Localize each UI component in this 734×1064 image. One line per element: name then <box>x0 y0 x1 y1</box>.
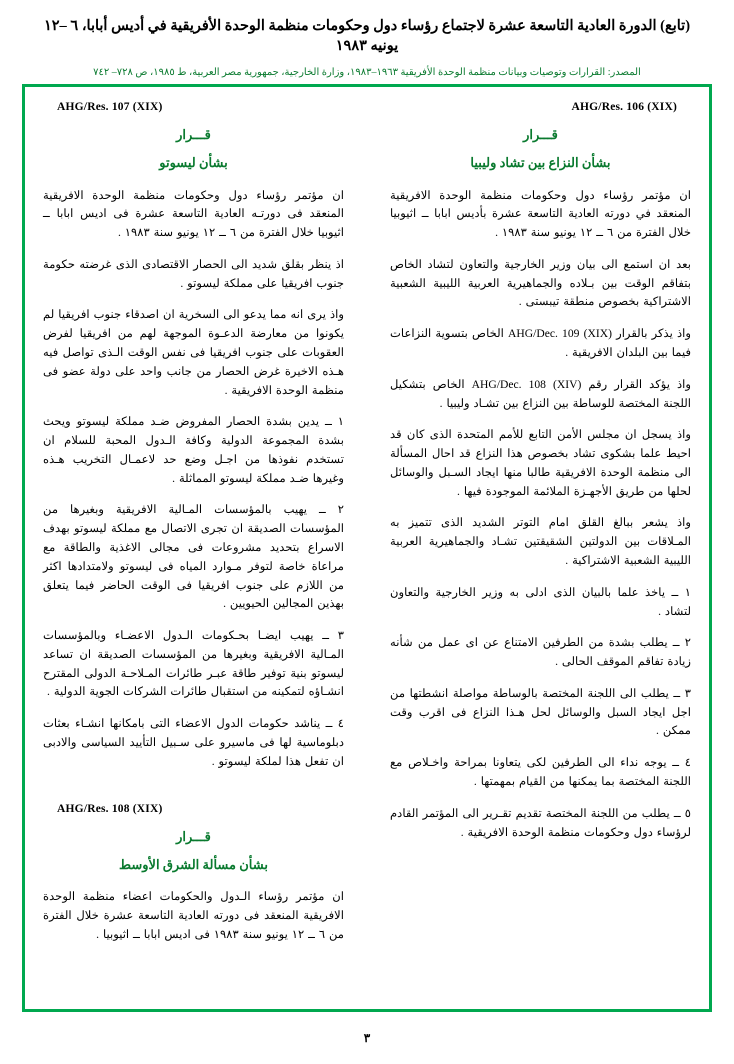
paragraph: ان مؤتمر رؤساء دول وحكومات منظمة الوحدة الافريقية المنعقد فى دورتـه العادية التاسعة عشرة فى اديس ابابا ــ اثيوبيا خلال الفترة من ٦ ــ ١٢ يونيو سنة ١٩٨٣ . <box>43 188 344 240</box>
paragraph: ٥ ــ يطلب من اللجنة المختصة تقديم تقـرير الى المؤتمر القادم لرؤساء دول وحكومات منظمة الوحدة الافريقية . <box>390 806 691 839</box>
paragraph: ان مؤتمر رؤساء الـدول والحكومات اعضاء منظمة الوحدة الافريقية المنعقد فى دورته العادية التاسعة عشرة خلال الفترة من ٦ ــ ١٢ يونيو سنة ١٩٨٣ فى اديس ابابا ــ اثيوبيا . <box>43 890 344 941</box>
column-right <box>382 101 691 999</box>
green-border-frame <box>22 84 712 1012</box>
paragraph: واذ يرى انه مما يدعو الى السخرية ان اصدقاء جنوب افريقيا لم يكونوا من معارضة الدعـوة الموجهة لهم من افريقيا لفرض العقوبات على جنوب افريقيا فى نفس الوقت الـذى تواصل فيه هـذه الاخيرة غرض الحصار من جانب واحد على دولة عضو فى منظمة الوحدة الافريقية . <box>43 308 344 397</box>
paragraph: ١ ــ يدين بشدة الحصار المفروض ضـد مملكة ليسوتو ويحث بشدة المجموعة الدولية وكافة الـدول المحبة للسلام ان تستخدم نفوذها من اجـل وضع حد لاعمـال التخريب هـذه وغيرها ضـد مملكة ليسوتو المماثلة . <box>43 415 344 485</box>
source-note: المصدر: القرارات وتوصيات وبيانات منظمة الوحدة الأفريقية ١٩٦٣–١٩٨٣، وزارة الخارجية، جمهورية مصر العربية، ط ١٩٨٥، ص ٧٢٨– ٧٤٢ <box>93 66 641 78</box>
resolution-block-108 <box>43 803 344 945</box>
paragraph: واذ يسجل ان مجلس الأمن التابع للأمم المتحدة الذى كان قد احيط علما بشكوى تشاد بخصوص هذا النزاع قد احال المسألة الى منظمة الوحدة الافريقية طالبا منها ايجاد السـبل والوسائل لحلها من طريق الأجهـزة الملائمة الموجودة فيها . <box>390 428 691 498</box>
resolution-subject: بشأن مسألة الشرق الأوسط <box>119 856 268 872</box>
resolution-block-106 <box>390 101 691 842</box>
paragraph: ٢ ــ يطلب بشدة من الطرفين الامتناع عن اى عمل من شأنه زيادة تفاقم الموقف الحالى . <box>390 636 691 669</box>
paragraph: اذ ينظر بقلق شديد الى الحصار الاقتصادى الذى غرضته حكومة جنوب افريقيا على مملكة ليسوتو . <box>43 257 344 290</box>
paragraph: ٤ ــ يوجه نداء الى الطرفين لكى يتعاونا بمراحة واخـلاص مع اللجنة المختصة بما يمكنها من القيام بمهمتها . <box>390 756 691 789</box>
page-title: (تابع) الدورة العادية التاسعة عشرة لاجتماع رؤساء دول وحكومات منظمة الوحدة الأفريقية في أديس أبابا، ٦ –١٢ يونيه ١٩٨٣ <box>43 18 691 55</box>
karar-label: قـــرار <box>176 127 211 142</box>
paragraph: واذ يشعر ببالغ القلق امام التوتر الشديد الذى تتميز به المـلاقات بين الدولتين الشقيقتين تشـاد والجماهيرية العربية الليبية الشعبية الاشتراكية . <box>390 516 691 567</box>
block-spacer <box>43 785 344 803</box>
paragraph: ٤ ــ يناشد حكومات الدول الاعضاء التى بامكانها انشـاء بعثات دبلوماسية لها فى ماسيرو على سـبيل التأييد السياسى والادبى ان تفعل هذا لملكة ليسوتو . <box>43 717 344 768</box>
paragraph: ان مؤتمر رؤساء دول وحكومات منظمة الوحدة الافريقية المنعقد في دورته العادية التاسعة عشرة بأديس ابابا ــ اثيوبيا خلال الفترة من ٦ ــ ١٢ يونيو سنة ١٩٨٣ . <box>390 188 691 240</box>
resolution-subject: بشأن النزاع بين تشاد وليبيا <box>470 155 611 170</box>
karar-label: قـــرار <box>176 828 211 844</box>
resolution-id: AHG/Res. 108 (XIX) <box>57 802 163 815</box>
resolution-id: AHG/Res. 106 (XIX) <box>571 101 677 113</box>
page-number: ٣ <box>363 1031 371 1045</box>
paragraph: ٣ ــ يهيب ايضـا بحـكومات الـدول الاعضـاء وبالمؤسسات المـالية الافريقية وبغيرها من المؤسسات الصديقة ان تساعد ليسوتو بنية توفير طاقة عبـر طائرات المـلاحـة الدولى المقترح انشـاؤه لتمكينه من استقبال طائرات الشركات الجوية الدولية . <box>43 629 344 699</box>
paragraph: واذ يذكر بالقرار AHG/Dec. 109 (XIX) الخاص بتسوية النزاعات فيما بين البلدان الافريقية . <box>390 327 691 359</box>
paragraph: بعد ان استمع الى بيان وزير الخارجية والتعاون لتشاد الخاص بتفاقم الوقت بين بـلاده والجماهيرية العربية الليبية الشعبية الاشتراكية بخصوص منطقة تيبستى . <box>390 257 691 309</box>
document-header <box>0 0 734 82</box>
paragraph: ٢ ــ يهيب بالمؤسسات المـالية الافريقية وبغيرها من المؤسسات الصديقة ان تجرى الاتصال مع مملكة ليسوتو بهدف الاسراع بتحديد مشروعات فى مجالى الاغذية والطاقة مع مراعاة خاصة لتوفر مـوارد المياه فى ليسوتو ولامتدادها اكثر من اللازم على جنوب افريقيا فى الوقت الحاضر فيما يتعلق بهذين المجالين الحيويين . <box>43 503 344 611</box>
resolution-subject: بشأن ليسوتو <box>159 155 228 170</box>
resolution-block-107 <box>43 101 344 772</box>
paragraph: واذ يؤكد القرار رقم AHG/Dec. 108 (XIV) الخاص بتشكيل اللجنة المختصة للوساطة بين النزاع بين تشـاد وليبيا . <box>390 377 691 410</box>
paragraph: ٣ ــ يطلب الى اللجنة المختصة بالوساطة مواصلة انشطتها من اجل ايجاد السبل والوسائل لحل هـذا النزاع فى اقرب وقت ممكن . <box>390 686 691 738</box>
two-column-body <box>43 101 691 999</box>
column-left <box>43 101 352 999</box>
paragraph: ١ ــ ياخذ علما بالبيان الذى ادلى به وزير الخارجية والتعاون لتشاد . <box>390 585 691 618</box>
karar-label: قـــرار <box>523 127 558 142</box>
resolution-id: AHG/Res. 107 (XIX) <box>57 101 163 113</box>
